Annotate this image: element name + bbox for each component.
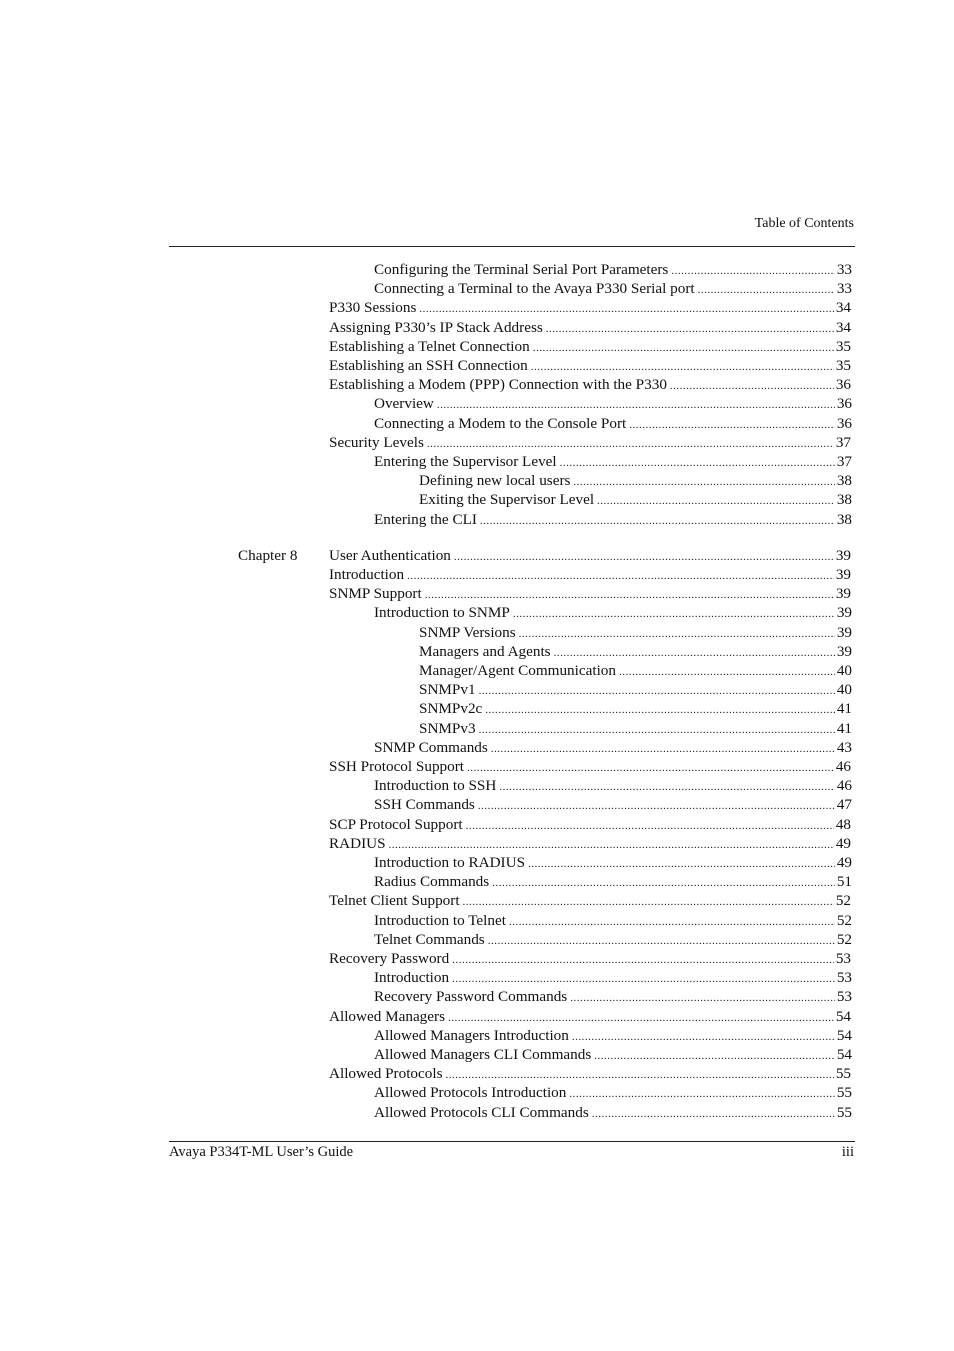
toc-entry[interactable] [329, 1064, 851, 1083]
toc-entry-page: 52 [836, 930, 852, 948]
toc-entry[interactable] [419, 642, 852, 661]
toc-entry-page: 35 [835, 357, 851, 374]
dot-leader [466, 817, 834, 836]
footer-guide-title: Avaya P334T-ML User’s Guide [169, 1144, 354, 1160]
dot-leader [528, 855, 835, 874]
dot-leader [499, 778, 834, 797]
toc-entry[interactable] [374, 776, 852, 795]
toc-entry[interactable] [329, 757, 851, 776]
toc-entry-title: SNMP Versions [419, 623, 516, 641]
toc-entry-page: 36 [835, 376, 851, 394]
chapter-label: Chapter 8 [238, 546, 298, 564]
toc-entry-page: 40 [836, 662, 852, 679]
toc-entry[interactable] [419, 471, 852, 490]
toc-entry-page: 54 [835, 1007, 851, 1025]
dot-leader [560, 454, 835, 473]
dot-leader [572, 1028, 835, 1047]
toc-entry[interactable] [329, 815, 851, 834]
toc-entry-title: Introduction to SNMP [374, 604, 510, 622]
running-header: Table of Contents [754, 216, 854, 231]
toc-entry-title: SNMP Support [329, 585, 422, 603]
toc-entry[interactable] [374, 603, 852, 622]
toc-entry-page: 39 [836, 623, 852, 641]
toc-entry-title: Introduction to RADIUS [374, 854, 526, 871]
toc-entry-title: Introduction [374, 969, 450, 987]
dot-leader [437, 396, 835, 415]
toc-entry[interactable] [329, 337, 851, 356]
toc-entry-page: 55 [836, 1103, 852, 1121]
toc-entry-title: SNMP Commands [374, 738, 488, 756]
toc-entry-page: 38 [836, 491, 852, 509]
header-rule [169, 246, 855, 247]
toc-entry[interactable] [329, 1007, 851, 1026]
toc-entry[interactable] [374, 414, 852, 433]
toc-entry-page: 54 [836, 1026, 852, 1044]
toc-entry[interactable] [374, 930, 852, 949]
dot-leader [445, 1066, 833, 1085]
dot-leader [670, 377, 834, 396]
toc-entry-title: Manager/Agent Communication [419, 662, 616, 679]
toc-entry-title: Entering the CLI [374, 510, 477, 528]
dot-leader [554, 644, 835, 663]
toc-entry-page: 55 [835, 1065, 851, 1083]
toc-entry[interactable] [329, 375, 851, 394]
dot-leader [531, 358, 834, 377]
dot-leader [452, 970, 835, 989]
dot-leader [485, 701, 835, 720]
toc-entry-page: 38 [836, 472, 852, 490]
dot-leader [569, 1085, 834, 1104]
dot-leader [454, 548, 834, 567]
dot-leader [570, 989, 835, 1008]
toc-entry-page: 36 [836, 414, 852, 432]
toc-entry-page: 55 [836, 1084, 852, 1102]
toc-entry[interactable] [374, 510, 852, 529]
toc-entry-title: SSH Commands [374, 796, 475, 814]
toc-entry-page: 48 [835, 815, 851, 833]
toc-entry-page: 47 [836, 796, 852, 814]
toc-entry-page: 41 [836, 700, 852, 718]
toc-entry[interactable] [374, 1103, 852, 1122]
toc-entry-page: 33 [836, 261, 852, 278]
dot-leader [407, 567, 834, 586]
toc-entry-page: 52 [836, 911, 852, 929]
toc-entry-page: 37 [836, 453, 852, 470]
toc-entry-title: Introduction [329, 566, 405, 583]
toc-entry-title: Security Levels [329, 433, 424, 451]
toc-entry[interactable] [374, 795, 852, 814]
footer-page-number: iii [841, 1144, 854, 1160]
toc-entry[interactable] [374, 260, 852, 279]
toc-entry-page: 49 [835, 834, 851, 852]
toc-entry[interactable] [329, 298, 851, 317]
toc-entry-page: 39 [836, 604, 852, 622]
toc-entry[interactable] [419, 699, 852, 718]
dot-leader [592, 1105, 835, 1124]
toc-entry-title: Telnet Commands [374, 930, 485, 948]
toc-entry-page: 53 [836, 988, 852, 1006]
dot-leader [488, 932, 835, 951]
toc-entry-title: RADIUS [329, 834, 386, 852]
dot-leader [419, 300, 833, 319]
dot-leader [546, 320, 834, 339]
toc-entry-title: Connecting a Modem to the Console Port [374, 414, 627, 432]
dot-leader [533, 339, 834, 358]
toc-entry-page: 39 [835, 566, 851, 583]
toc-entry-title: Radius Commands [374, 873, 490, 891]
toc-entry-page: 46 [835, 758, 851, 775]
toc-entry[interactable] [374, 968, 852, 987]
toc-entry-page: 33 [836, 280, 852, 298]
toc-entry[interactable] [374, 279, 852, 298]
toc-entry-page: 35 [835, 337, 851, 355]
toc-entry[interactable] [419, 661, 852, 680]
toc-entry-title: Telnet Client Support [329, 892, 460, 910]
toc-entry-page: 52 [835, 892, 851, 910]
toc-entry-title: Overview [374, 395, 434, 413]
toc-entry-title: Managers and Agents [419, 642, 551, 660]
toc-entry-page: 34 [835, 299, 851, 317]
toc-entry-title: Configuring the Terminal Serial Port Parameters [374, 261, 669, 278]
dot-leader [671, 262, 834, 281]
toc-entry[interactable] [374, 987, 852, 1006]
toc-entry-title: Recovery Password Commands [374, 988, 568, 1006]
toc-entry-title: SNMPv3 [419, 719, 476, 737]
toc-entry-page: 53 [836, 969, 852, 987]
dot-leader [480, 512, 835, 531]
dot-leader [698, 281, 835, 300]
dot-leader [619, 663, 835, 682]
footer-rule [169, 1141, 855, 1142]
toc-entry[interactable] [374, 1026, 852, 1045]
dot-leader [452, 951, 834, 970]
toc-entry-title: Allowed Managers Introduction [374, 1026, 569, 1044]
dot-leader [479, 721, 835, 740]
dot-leader [513, 605, 835, 624]
toc-entry-title: SSH Protocol Support [329, 758, 465, 775]
toc-entry-page: 46 [836, 777, 852, 795]
dot-leader [478, 797, 835, 816]
toc-entry-page: 51 [836, 873, 852, 891]
toc-entry[interactable] [419, 719, 852, 738]
dot-leader [463, 893, 834, 912]
toc-entry[interactable] [374, 853, 852, 872]
toc-entry[interactable] [329, 891, 851, 910]
toc-entry[interactable] [419, 680, 852, 699]
toc-entry-title: Introduction to Telnet [374, 911, 506, 929]
toc-entry[interactable] [374, 738, 852, 757]
toc-entry[interactable] [329, 565, 851, 584]
toc-entry[interactable] [374, 911, 852, 930]
toc-entry[interactable] [329, 584, 851, 603]
toc-entry[interactable] [374, 394, 852, 413]
dot-leader [427, 435, 834, 454]
toc-entry-title: Introduction to SSH [374, 777, 497, 795]
toc-entry-page: 38 [836, 510, 852, 528]
toc-entry[interactable] [329, 433, 851, 452]
dot-leader [491, 740, 835, 759]
toc-entry[interactable] [419, 623, 852, 642]
toc-entry[interactable] [374, 452, 852, 471]
dot-leader [425, 586, 834, 605]
toc-entry-title: Allowed Protocols [329, 1065, 443, 1083]
toc-entry-title: Defining new local users [419, 472, 571, 490]
toc-entry-title: User Authentication [329, 546, 451, 564]
dot-leader [597, 492, 835, 511]
toc-entry-title: Entering the Supervisor Level [374, 453, 557, 470]
dot-leader [594, 1047, 835, 1066]
toc-entry-title: SNMPv1 [419, 681, 476, 699]
toc-entry-title: Connecting a Terminal to the Avaya P330 Serial port [374, 280, 695, 298]
toc-entry-title: Exiting the Supervisor Level [419, 491, 595, 509]
dot-leader [389, 836, 834, 855]
toc-entry-title: Recovery Password [329, 950, 450, 967]
dot-leader [448, 1009, 834, 1028]
toc-entry[interactable] [329, 546, 851, 565]
toc-entry-page: 34 [835, 318, 851, 336]
toc-entry-title: Establishing a Telnet Connection [329, 337, 530, 355]
toc-entry-title: Allowed Protocols CLI Commands [374, 1103, 589, 1121]
toc-entry-title: Establishing a Modem (PPP) Connection with the P330 [329, 376, 667, 394]
dot-leader [492, 874, 835, 893]
dot-leader [573, 473, 834, 492]
dot-leader [479, 682, 835, 701]
toc-entry-page: 37 [835, 433, 851, 451]
toc-entry[interactable] [329, 318, 851, 337]
toc-entry-title: P330 Sessions [329, 299, 417, 317]
toc-entry-title: Allowed Managers CLI Commands [374, 1046, 592, 1063]
dot-leader [519, 625, 835, 644]
toc-entry-title: Establishing an SSH Connection [329, 357, 528, 374]
toc-entry[interactable] [374, 1083, 852, 1102]
toc-entry-title: SNMPv2c [419, 700, 483, 718]
toc-entry[interactable] [329, 834, 851, 853]
toc-entry-page: 36 [836, 395, 852, 413]
toc-entry-page: 39 [835, 546, 851, 564]
dot-leader [467, 759, 834, 778]
dot-leader [509, 913, 835, 932]
toc-entry-page: 41 [836, 719, 852, 737]
toc-entry[interactable] [329, 356, 851, 375]
toc-entry-page: 39 [836, 642, 852, 660]
toc-entry[interactable] [374, 1045, 852, 1064]
toc-entry-page: 53 [835, 950, 851, 967]
dot-leader [629, 416, 835, 435]
toc-entry-title: Assigning P330’s IP Stack Address [329, 318, 543, 336]
toc-entry-title: Allowed Protocols Introduction [374, 1084, 567, 1102]
toc-entry[interactable] [374, 872, 852, 891]
toc-entry-page: 39 [835, 585, 851, 603]
toc-entry-page: 54 [836, 1046, 852, 1063]
toc-entry-page: 43 [836, 738, 852, 756]
toc-entry-page: 49 [836, 854, 852, 871]
toc-entry-page: 40 [836, 681, 852, 699]
toc-entry[interactable] [329, 949, 851, 968]
toc-entry-title: Allowed Managers [329, 1007, 445, 1025]
toc-entry-title: SCP Protocol Support [329, 815, 463, 833]
toc-entry[interactable] [419, 490, 852, 509]
